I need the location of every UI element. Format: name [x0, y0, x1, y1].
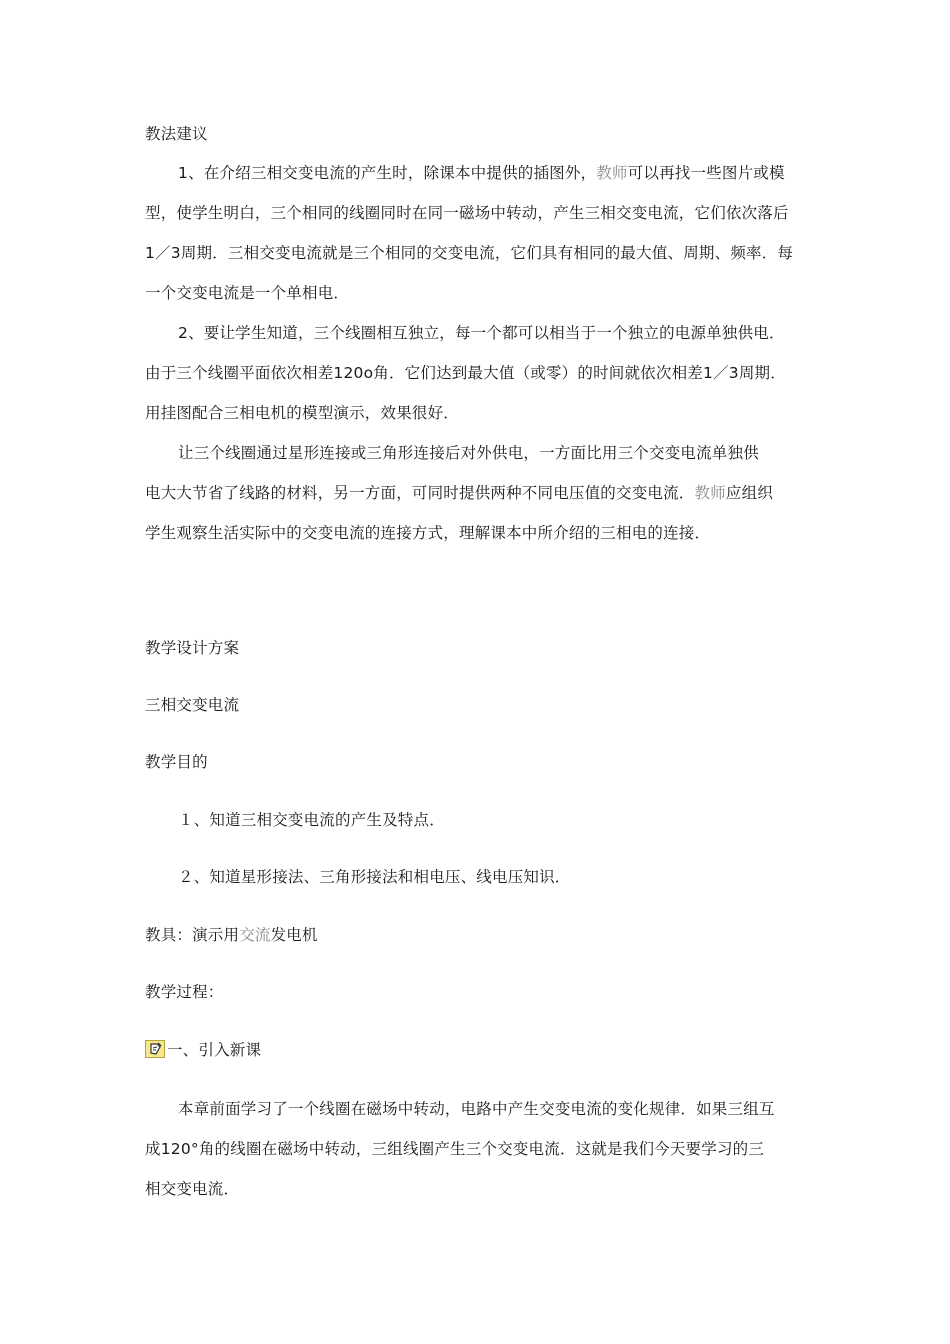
paragraph-line: [145, 1139, 764, 1159]
paragraph-line: 让三个线圈通过星形连接或三角形连接后对外供电，一方面比用三个交变电流单独供: [178, 444, 759, 462]
text-run: 由于三个线圈平面依次相差: [145, 364, 334, 382]
tools-line: [145, 925, 318, 945]
text-run: 应组织: [725, 484, 774, 502]
text-run: 周期．三相交变电流就是三个相同的交变电流，它们具有相同的最大值、周期、频率．每: [180, 244, 794, 262]
ac-link[interactable]: 交流: [239, 926, 271, 944]
list-number: 1: [178, 164, 189, 182]
text-run: 周期．: [738, 364, 786, 382]
paragraph-line: 一个交变电流是一个单相电．: [145, 284, 350, 302]
paragraph-line: 本章前面学习了一个线圈在磁场中转动，电路中产生交变电流的变化规律．如果三组互: [178, 1100, 775, 1118]
text-run: 、在介绍三相交变电流的产生时，除课本中提供的插图外，: [188, 164, 597, 182]
teacher-link[interactable]: 教师: [596, 164, 628, 182]
text-run: 电大大节省了线路的材料，另一方面，可同时提供两种不同电压值的交变电流．: [145, 484, 695, 502]
text-run: 角．它们达到最大值（或零）的时间就依次相差: [373, 364, 703, 382]
paragraph-line: [178, 163, 785, 183]
paragraph-line: 型，使学生明白，三个相同的线圈同时在同一磁场中转动，产生三相交变电流，它们依次落后: [145, 204, 789, 222]
process-heading: 教学过程：: [145, 983, 224, 1001]
text-run: 可以再找一些图片或模: [627, 164, 785, 182]
text-run: 发电机: [270, 926, 318, 944]
section-title-teaching-suggestions: 教法建议: [145, 125, 208, 143]
step-heading: [145, 1040, 261, 1060]
paragraph-line: 学生观察生活实际中的交变电流的连接方式，理解课本中所介绍的三相电的连接．: [145, 524, 711, 542]
paragraph-line: [145, 363, 786, 383]
section-title-design-plan: 教学设计方案: [145, 639, 240, 657]
text-run: 、要让学生知道，三个线圈相互独立，每一个都可以相当于一个独立的电源单独供电．: [188, 324, 785, 342]
teacher-link[interactable]: 教师: [694, 484, 726, 502]
paragraph-line: [145, 483, 773, 503]
angle-value: 120o: [333, 364, 374, 382]
note-icon[interactable]: [145, 1040, 165, 1058]
text-run: 教具：演示用: [145, 926, 240, 944]
text-run: 角的线圈在磁场中转动，三组线圈产生三个交变电流．这就是我们今天要学习的三: [198, 1140, 765, 1158]
goal-item: ２、知道星形接法、三角形接法和相电压、线电压知识．: [178, 868, 571, 886]
fraction: 1／3: [145, 244, 181, 262]
list-number: 2: [178, 324, 189, 342]
goal-item: １、知道三相交变电流的产生及特点．: [178, 811, 445, 829]
paragraph-line: [145, 243, 793, 263]
paragraph-line: 相交变电流．: [145, 1180, 240, 1198]
text-run: 成: [145, 1140, 161, 1158]
goal-heading: 教学目的: [145, 753, 208, 771]
paragraph-line: [178, 323, 785, 343]
paragraph-line: 用挂图配合三相电机的模型演示，效果很好．: [145, 404, 460, 422]
fraction: 1／3: [702, 364, 739, 382]
angle-value: 120°: [160, 1140, 199, 1158]
step-label: 一、引入新课: [167, 1041, 262, 1059]
lesson-title: 三相交变电流: [145, 696, 240, 714]
